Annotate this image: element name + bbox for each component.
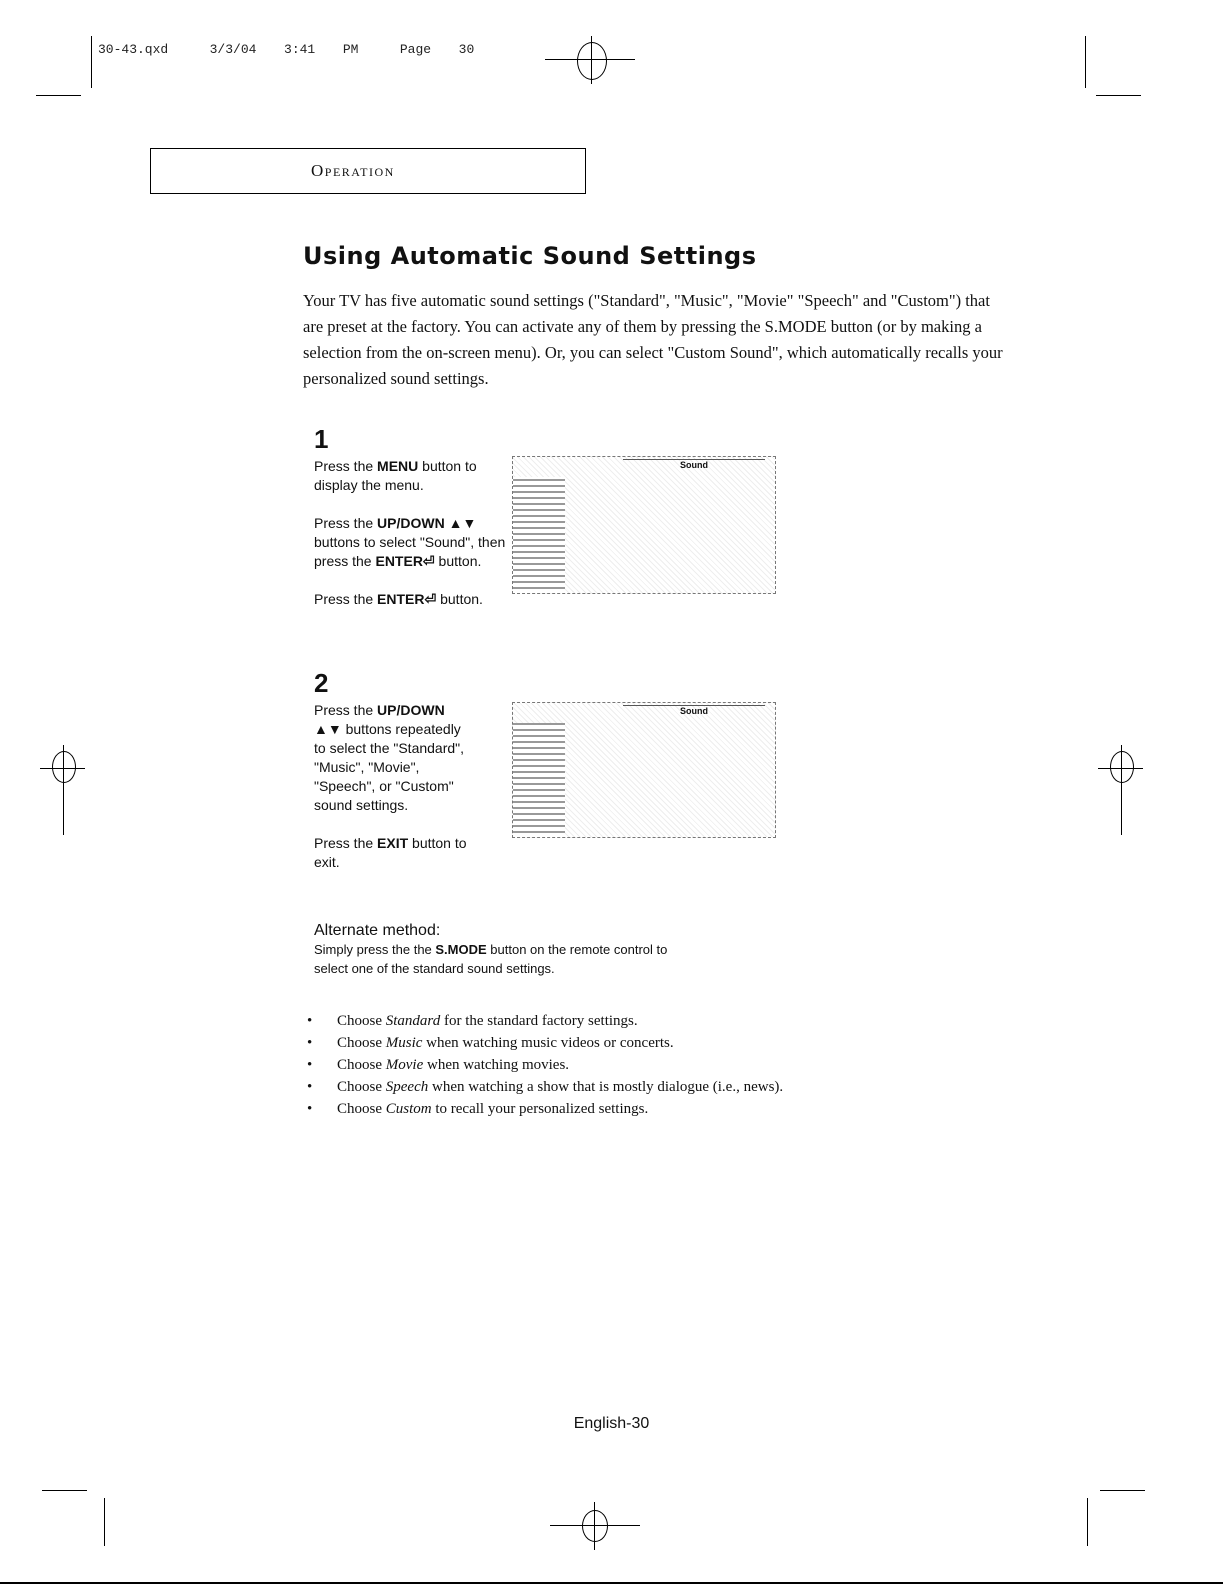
alternate-text: Simply press the the S.MODE button on the remote control to select one of the standard sound settings. (314, 942, 668, 976)
step-instruction: Press the MENU button to display the menu. (314, 458, 477, 493)
registration-mark-icon (1110, 751, 1134, 783)
screen-title: Sound (623, 459, 765, 474)
screen-title: Sound (623, 705, 765, 720)
crop-mark (104, 1498, 105, 1546)
step-instruction: Press the UP/DOWN ▲▼ buttons to select "Sound", then press the ENTER⏎ button. (314, 515, 506, 569)
intro-paragraph: Your TV has five automatic sound settings ("Standard", "Music", "Movie" "Speech" and "Custom") that are preset at the factory. You can activate any of them by pressing the S.MODE button (or by making a selection from the on-screen menu). Or, you can select "Custom Sound", which automatically recalls your personalized sound settings. (303, 291, 1003, 388)
crop-mark (91, 36, 92, 88)
crop-mark (36, 95, 81, 96)
step-instruction: Press the EXIT button to exit. (314, 835, 467, 870)
step-2 (314, 668, 474, 891)
crop-mark (1085, 36, 1086, 88)
list-item: • Choose Standard for the standard factory settings. (307, 1010, 783, 1032)
step-number: 1 (314, 424, 329, 454)
crop-mark (1087, 1498, 1088, 1546)
crop-mark (1100, 1490, 1145, 1491)
step-1 (314, 424, 514, 628)
alternate-method (314, 922, 694, 978)
list-item: • Choose Movie when watching movies. (307, 1054, 783, 1076)
crop-mark (1096, 95, 1141, 96)
registration-mark-icon (582, 1510, 608, 1542)
sound-mode-screenshot (512, 702, 776, 838)
list-item: • Choose Custom to recall your personalized settings. (307, 1098, 783, 1120)
print-slug: 30-43.qxd 3/3/04 3:41 PM Page 30 (98, 42, 475, 57)
alternate-heading: Alternate method: (314, 922, 441, 939)
registration-mark-icon (52, 751, 76, 783)
sound-menu-screenshot (512, 456, 776, 594)
step-instruction: Press the ENTER⏎ button. (314, 591, 483, 607)
step-instruction: Press the UP/DOWN ▲▼ buttons repeatedly to select the "Standard", "Music", "Movie", "Speech", or "Custom" sound settings. (314, 702, 465, 813)
crop-mark (42, 1490, 87, 1491)
mode-list (307, 1010, 783, 1120)
registration-mark-icon (577, 42, 607, 80)
page-number: English-30 (573, 1415, 650, 1432)
page-title: Using Automatic Sound Settings (303, 242, 757, 270)
list-item: • Choose Speech when watching a show that is mostly dialogue (i.e., news). (307, 1076, 783, 1098)
step-number: 2 (314, 668, 329, 698)
list-item: • Choose Music when watching music videos or concerts. (307, 1032, 783, 1054)
section-header (150, 148, 586, 194)
section-title: Operation (311, 161, 395, 180)
